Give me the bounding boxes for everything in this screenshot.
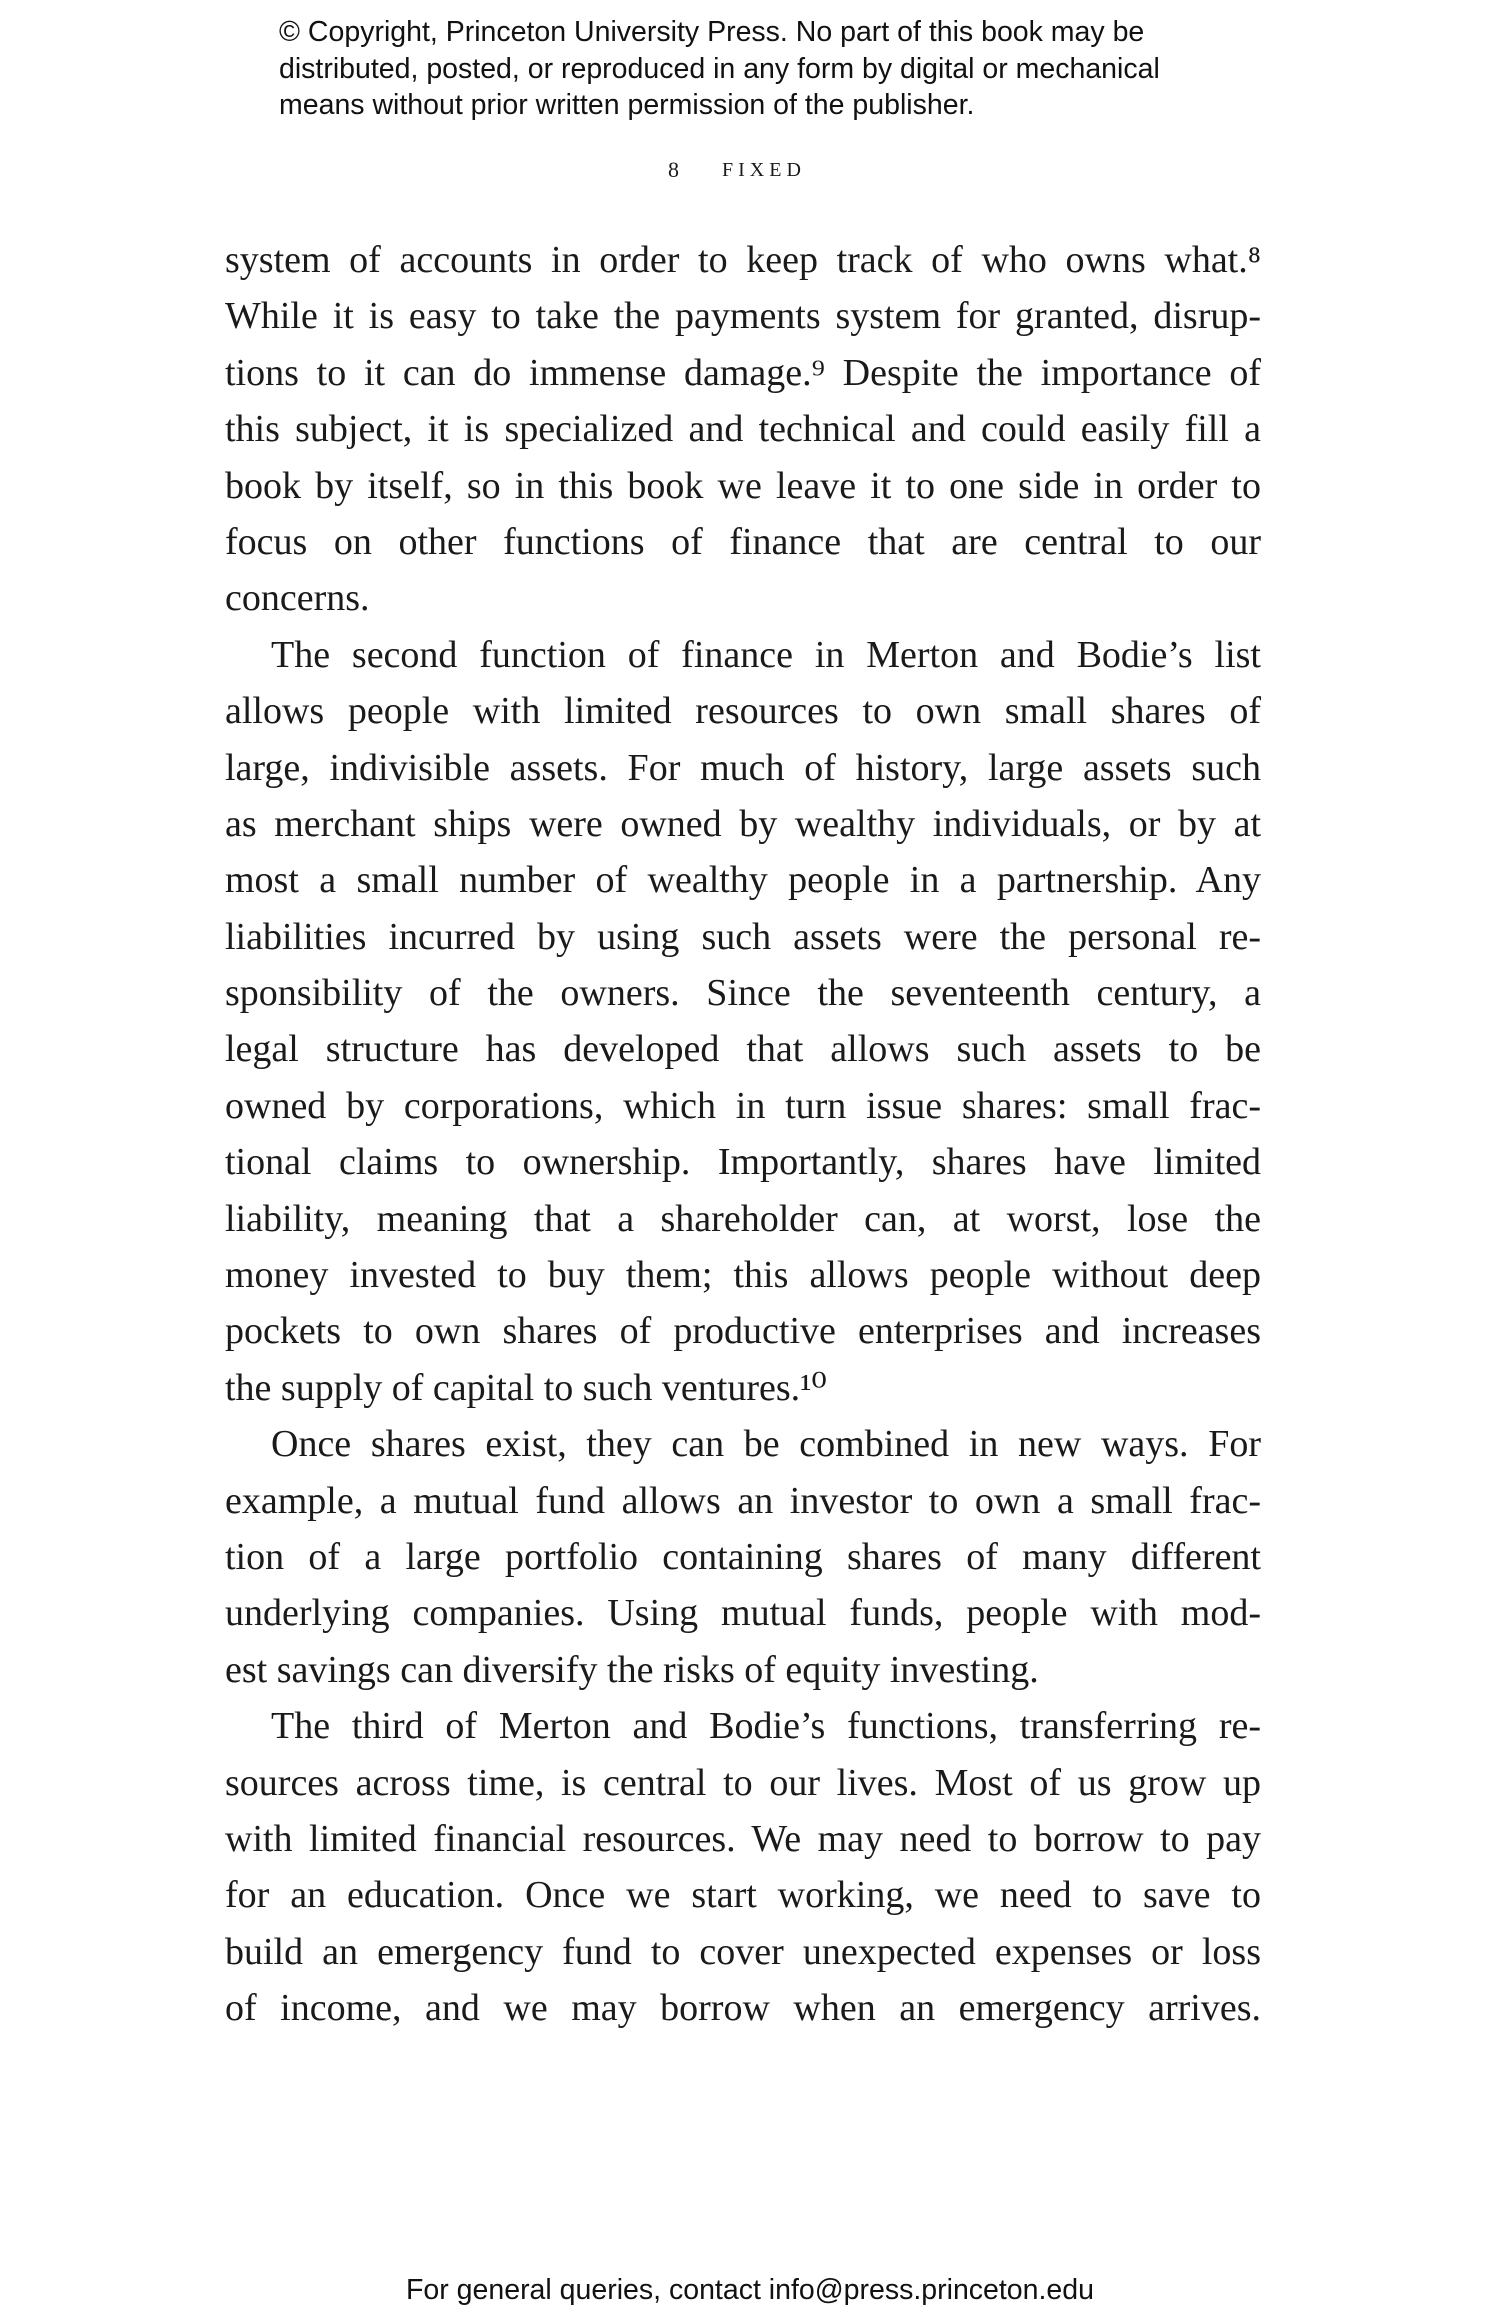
text-line: focus on other functions of finance that are central to our [225,520,1261,563]
text-line: pockets to own shares of productive enterprises and increases [225,1310,1261,1353]
footer-contact: For general queries, contact info@press.princeton.edu [406,2274,1094,2306]
text-line: sponsibility of the owners. Since the seventeenth century, a [225,972,1261,1015]
text-line: owned by corporations, which in turn issue shares: small frac- [225,1084,1261,1127]
paragraph [225,627,1261,1416]
text-line: tional claims to ownership. Importantly, shares have limited [225,1141,1261,1184]
text-line: for an education. Once we start working, we need to save to [225,1874,1261,1917]
paragraph [225,1698,1261,2036]
text-line: most a small number of wealthy people in a partnership. Any [225,859,1261,902]
text-line: system of accounts in order to keep track of who owns what.⁸ [225,239,1261,281]
text-line: The third of Merton and Bodie’s functions, transferring re- [271,1705,1261,1748]
text-line: concerns. [225,577,370,620]
text-line: book by itself, so in this book we leave it to one side in order to [225,464,1261,507]
page-number: 8 [668,157,679,182]
copyright-line: © Copyright, Princeton University Press. No part of this book may be [279,16,1145,48]
text-line: large, indivisible assets. For much of history, large assets such [225,746,1261,789]
text-line: est savings can diversify the risks of equity investing. [225,1648,1039,1691]
copyright-line: means without prior written permission of the publisher. [279,89,975,121]
copyright-line: distributed, posted, or reproduced in any form by digital or mechanical [279,52,1160,85]
body-text [225,232,1261,2037]
chapter-title: FIXED [722,159,806,181]
text-line: tion of a large portfolio containing shares of many different [225,1535,1261,1578]
copyright-notice [279,14,1279,124]
text-line: money invested to buy them; this allows people without deep [225,1254,1261,1297]
paragraph [225,1416,1261,1698]
text-line: example, a mutual fund allows an investor to own a small frac- [225,1479,1261,1522]
text-line: liability, meaning that a shareholder can, at worst, lose the [225,1197,1261,1240]
text-line: sources across time, is central to our lives. Most of us grow up [225,1761,1261,1804]
text-line: legal structure has developed that allows such assets to be [225,1028,1261,1071]
text-line: The second function of finance in Merton and Bodie’s list [271,633,1261,676]
text-line: the supply of capital to such ventures.¹⁰ [225,1366,827,1409]
text-line: this subject, it is specialized and technical and could easily fill a [225,408,1261,451]
paragraph [225,232,1261,627]
text-line: with limited financial resources. We may need to borrow to pay [225,1817,1261,1860]
text-line: liabilities incurred by using such assets were the personal re- [225,915,1261,958]
text-line: tions to it can do immense damage.⁹ Despite the importance of [225,351,1261,394]
text-line: of income, and we may borrow when an emergency arrives. [225,1987,1261,2030]
text-line: allows people with limited resources to own small shares of [225,690,1261,733]
text-line: build an emergency fund to cover unexpected expenses or loss [225,1930,1261,1973]
text-line: Once shares exist, they can be combined in new ways. For [271,1423,1261,1466]
text-line: underlying companies. Using mutual funds, people with mod- [225,1592,1261,1635]
text-line: While it is easy to take the payments system for granted, disrup- [225,295,1261,338]
text-line: as merchant ships were owned by wealthy individuals, or by at [225,802,1261,845]
